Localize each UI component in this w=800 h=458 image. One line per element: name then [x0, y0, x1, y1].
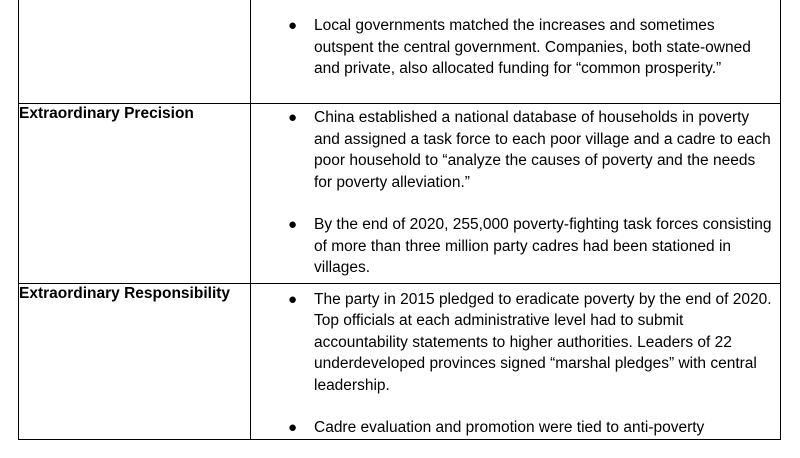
bullet-text: China established a national database of households in poverty and assigned a task force to each poor village and a cadre to each poor household to “analyze the causes of poverty and the needs for poverty alleviation.”: [314, 109, 771, 191]
bullet-icon: ●: [288, 290, 298, 308]
row-label-cell: [19, 283, 251, 439]
bullet-text: By the end of 2020, 255,000 poverty-fighting task forces consisting of more than three million party cadres had been stationed in villages.: [314, 216, 772, 276]
bullet-list: [251, 289, 780, 439]
table-row: [19, 104, 781, 284]
bullet-item: [251, 15, 780, 80]
bullet-item: [251, 107, 780, 193]
row-label-cell: [19, 104, 251, 284]
bullet-item: [251, 417, 780, 439]
row-content-cell: [251, 0, 781, 104]
bullet-text: Cadre evaluation and promotion were tied to anti-poverty: [314, 419, 705, 436]
bullet-text: Local governments matched the increases and sometimes outspent the central government. Companies, both state-owned and private, also allocated funding for “common prosperity.”: [314, 17, 751, 77]
row-content-cell: [251, 283, 781, 439]
table-row: [19, 283, 781, 439]
bullet-icon: ●: [288, 17, 298, 34]
bullet-icon: ●: [288, 109, 298, 126]
row-content-cell: [251, 104, 781, 284]
bullet-text: The party in 2015 pledged to eradicate poverty by the end of 2020. Top officials at each administrative level had to submit accountability statements to higher authorities. Leaders of 22 underdeveloped provinces signed “marshal pledges” with central leadership.: [314, 290, 772, 394]
row-label-cell: [19, 0, 251, 104]
policy-table: [18, 0, 781, 440]
bullet-icon: ●: [288, 216, 298, 233]
bullet-list: [251, 15, 780, 80]
row-label: Extraordinary Responsibility: [19, 284, 231, 302]
table-row: [19, 0, 781, 104]
bullet-list: [251, 107, 780, 279]
bullet-icon: ●: [288, 419, 298, 436]
bullet-item: [251, 289, 780, 397]
row-label: Extraordinary Precision: [19, 105, 194, 122]
bullet-item: [251, 214, 780, 279]
